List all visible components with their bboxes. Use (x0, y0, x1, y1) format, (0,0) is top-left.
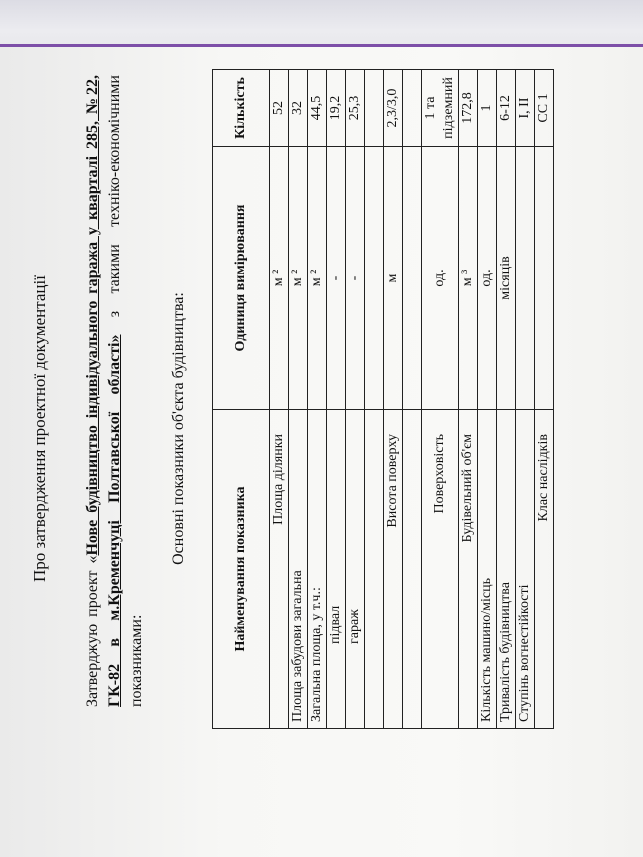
table-row (327, 70, 346, 729)
table-row (384, 70, 403, 729)
approval-tail: з такими техніко-економічними показниками: (106, 75, 145, 707)
row-name: гараж (346, 410, 365, 729)
header-indicator-name: Найменування показника (213, 410, 270, 729)
approval-lead: Затверджую проект « (84, 555, 101, 707)
row-unit: м ² (289, 147, 308, 410)
table-row (478, 70, 497, 729)
table-row (422, 70, 459, 729)
row-value: 1 (478, 70, 497, 147)
row-value: 32 (289, 70, 308, 147)
row-value (365, 70, 384, 147)
row-value: 172,8 (459, 70, 478, 147)
row-name (365, 410, 384, 729)
indicators-heading: Основні показники об'єкта будівництва: (170, 292, 187, 565)
table-row (289, 70, 308, 729)
row-name: Площа ділянки (270, 410, 289, 729)
row-value: 25,3 (346, 70, 365, 147)
row-value: 19,2 (327, 70, 346, 147)
row-name: Поверховість (422, 410, 459, 729)
row-value: СС 1 (535, 70, 554, 147)
row-value: 44,5 (308, 70, 327, 147)
row-value: 1 та підземний (422, 70, 459, 147)
document-heading: Про затвердження проектної документації (30, 275, 49, 582)
row-name: Висота поверху (384, 410, 403, 729)
table-row (516, 70, 535, 729)
row-name: Будівельний об'єм (459, 410, 478, 729)
table-row (365, 70, 384, 729)
table-row (535, 70, 554, 729)
row-unit: м ² (270, 147, 289, 410)
approval-paragraph (82, 75, 148, 707)
row-unit: - (327, 147, 346, 410)
row-name: Ступінь вогнестійкості (516, 410, 535, 729)
row-unit: - (346, 147, 365, 410)
row-unit: од. (422, 147, 459, 410)
row-name: Тривалість будівництва (497, 410, 516, 729)
row-unit (403, 147, 422, 410)
table-header-row (213, 70, 270, 729)
row-unit (535, 147, 554, 410)
table-row (308, 70, 327, 729)
row-unit: місяців (497, 147, 516, 410)
row-unit: м ² (308, 147, 327, 410)
row-unit: од. (478, 147, 497, 410)
table-row (403, 70, 422, 729)
table-row (497, 70, 516, 729)
row-name: Клас наслідків (535, 410, 554, 729)
row-name: Площа забудови загальна (289, 410, 308, 729)
row-name: Кількість машино/місць (478, 410, 497, 729)
project-title: Нове будівництво індивідуального гаража у кварталі 285, №22, ГК-82 в м.Кременчуці Полтавської області» (84, 75, 123, 707)
row-unit (516, 147, 535, 410)
table-row (459, 70, 478, 729)
indicators-table (212, 69, 554, 729)
header-unit: Одиниця вимірювання (213, 147, 270, 410)
row-value (403, 70, 422, 147)
row-value: 6-12 (497, 70, 516, 147)
row-unit (365, 147, 384, 410)
table-row (346, 70, 365, 729)
row-name (403, 410, 422, 729)
table-row (270, 70, 289, 729)
row-unit: м ³ (459, 147, 478, 410)
row-name: підвал (327, 410, 346, 729)
row-unit: м (384, 147, 403, 410)
header-quantity: Кількість (213, 70, 270, 147)
row-value: І, ІІ (516, 70, 535, 147)
row-value: 2,3/3,0 (384, 70, 403, 147)
row-value: 52 (270, 70, 289, 147)
row-name: Загальна площа, у т.ч.: (308, 410, 327, 729)
